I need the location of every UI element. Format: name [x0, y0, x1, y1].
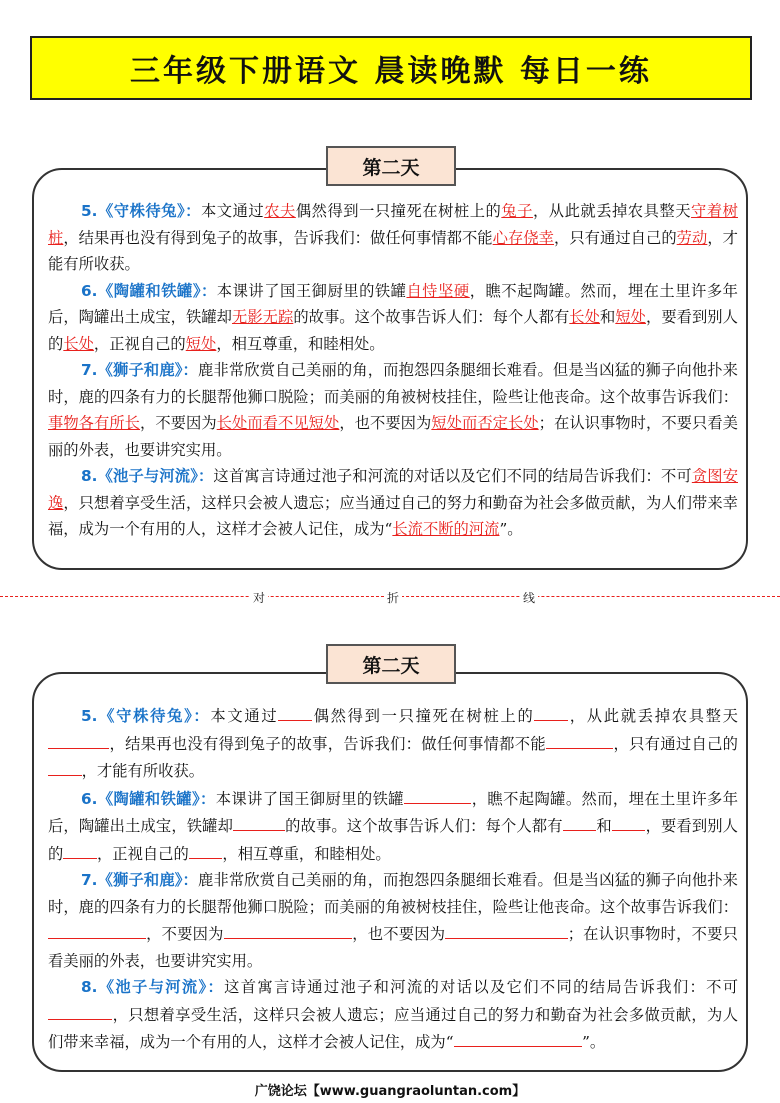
text-segment: ，正视自己的 [96, 844, 189, 863]
lesson-title: 《狮子和鹿》： [97, 871, 198, 889]
text-segment: ，要看到别人的 [48, 817, 738, 863]
item-number: 5. [81, 202, 98, 220]
answer-blank[interactable] [563, 812, 597, 831]
answer-text: 兔子 [501, 202, 533, 220]
answer-blank[interactable] [404, 785, 471, 804]
text-segment: ，瞧不起陶罐。然而，埋在土里许多年后，陶罐出土成宝，铁罐却 [48, 789, 738, 835]
answer-blank[interactable] [534, 702, 568, 721]
item-number: 7. [81, 871, 98, 889]
item-number: 5. [81, 707, 98, 725]
day-label-practice: 第二天 [326, 644, 456, 684]
text-segment: ；在认识事物时，不要只看美丽的外表，也要讲究实用。 [48, 925, 738, 970]
text-segment: 本课讲了国王御厨里的铁罐 [215, 789, 404, 808]
answer-blank[interactable] [233, 812, 285, 831]
text-segment: ，只有通过自己的 [613, 734, 738, 753]
item-number: 8. [81, 467, 98, 485]
answer-blank[interactable] [546, 730, 613, 749]
answer-text: 劳动 [676, 228, 708, 247]
answer-text: 长处而看不见短处 [216, 414, 340, 432]
text-segment: ，从此就丢掉农具整天 [568, 707, 738, 725]
item-number: 6. [81, 281, 98, 300]
lesson-title: 《守株待兔》： [97, 202, 201, 220]
lesson-title: 《守株待兔》： [97, 707, 211, 725]
answer-text: 长流不断的河流 [392, 520, 500, 538]
lesson-title: 《陶罐和铁罐》： [97, 789, 216, 808]
answer-text: 心存侥幸 [492, 228, 554, 247]
text-segment: ，才能有所收获。 [48, 228, 738, 273]
answer-blank[interactable] [454, 1028, 583, 1047]
text-segment: 鹿非常欣赏自己美丽的角，而抱怨四条腿细长难看。但是当凶猛的狮子向他扑来时，鹿的四条有力的长腿帮他狮口脱险；而美丽的角被树枝挂住，险些让他丧命。这个故事告诉我们： [48, 361, 738, 406]
answer-blank[interactable] [63, 840, 97, 859]
text-segment: ，也不要因为 [339, 414, 432, 432]
answer-blank[interactable] [189, 840, 223, 859]
item-paragraph [48, 867, 738, 974]
item-number: 6. [81, 789, 98, 808]
answer-blank[interactable] [224, 920, 353, 939]
fold-label-2: 折 [384, 589, 402, 606]
text-segment: ，不要因为 [145, 925, 224, 943]
text-segment: 偶然得到一只撞死在树桩上的 [295, 202, 502, 220]
answer-text: 长处 [569, 308, 600, 326]
lesson-title: 《陶罐和铁罐》： [97, 281, 217, 300]
text-segment: ，从此就丢掉农具整天 [532, 202, 692, 220]
answer-text: 长处 [63, 334, 94, 353]
answer-text: 守着树桩 [48, 202, 738, 247]
answer-text: 自恃坚硬 [406, 281, 470, 300]
text-segment: ，瞧不起陶罐。然而，埋在土里许多年后，陶罐出土成宝，铁罐却 [48, 281, 738, 326]
text-segment: ”。 [582, 1033, 606, 1051]
text-segment: ”。 [499, 520, 523, 538]
lesson-title: 《池子与河流》： [97, 978, 225, 996]
lesson-title: 《狮子和鹿》： [97, 361, 198, 379]
answer-text: 短处 [615, 308, 646, 326]
item-paragraph [48, 278, 738, 358]
text-segment: ，相互尊重，和睦相处。 [216, 334, 385, 353]
practice-card [32, 672, 748, 1072]
page-title-banner [30, 36, 752, 100]
item-paragraph [48, 785, 738, 868]
answer-text: 无影无踪 [231, 308, 294, 326]
text-segment: ，要看到别人的 [48, 308, 738, 353]
text-segment: 的故事。这个故事告诉人们：每个人都有 [285, 817, 563, 835]
answer-blank[interactable] [48, 730, 109, 749]
text-segment: ；在认识事物时，不要只看美丽的外表，也要讲究实用。 [48, 414, 738, 459]
footer-source: 广饶论坛【www.guangraoluntan.com】 [254, 1084, 526, 1099]
day-label-answers: 第二天 [326, 146, 456, 186]
text-segment: 这首寓言诗通过池子和河流的对话以及它们不同的结局告诉我们：不可 [224, 978, 738, 996]
answer-text: 短处而否定长处 [431, 414, 539, 432]
item-number: 7. [81, 361, 98, 379]
text-segment: ，相互尊重，和睦相处。 [222, 844, 391, 863]
answer-text: 农夫 [264, 202, 296, 220]
item-number: 8. [81, 978, 98, 996]
text-segment: 偶然得到一只撞死在树桩上的 [311, 707, 535, 725]
text-segment: ，结果再也没有得到兔子的故事，告诉我们：做任何事情都不能 [63, 228, 493, 247]
text-segment: 本课讲了国王御厨里的铁罐 [216, 281, 407, 300]
lesson-title: 《池子与河流》： [97, 467, 214, 485]
answer-text: 事物各有所长 [48, 414, 140, 432]
text-segment: 这首寓言诗通过池子和河流的对话以及它们不同的结局告诉我们：不可 [213, 467, 692, 485]
text-segment: ，只想着享受生活，这样只会被人遗忘；应当通过自己的努力和勤奋为社会多做贡献，为人们带来幸福，成为一个有用的人，这样才会被人记住，成为“ [48, 493, 738, 538]
item-paragraph [48, 357, 738, 463]
text-segment: 和 [596, 817, 612, 835]
text-segment: 和 [599, 308, 616, 326]
answer-blank[interactable] [48, 1001, 112, 1020]
answer-text: 短处 [185, 334, 217, 353]
fold-label-3: 线 [520, 589, 538, 606]
text-segment: 的故事。这个故事告诉人们：每个人都有 [293, 308, 570, 326]
answer-blank[interactable] [612, 812, 646, 831]
text-segment: ，结果再也没有得到兔子的故事，告诉我们：做任何事情都不能 [109, 734, 546, 753]
answer-card-body [48, 198, 738, 543]
text-segment: ，只想着享受生活，这样只会被人遗忘；应当通过自己的努力和勤奋为社会多做贡献，为人们带来幸福，成为一个有用的人，这样才会被人记住，成为“ [48, 1005, 738, 1051]
answer-blank[interactable] [48, 757, 82, 776]
text-segment: 鹿非常欣赏自己美丽的角，而抱怨四条腿细长难看。但是当凶猛的狮子向他扑来时，鹿的四条有力的长腿帮他狮口脱险；而美丽的角被树枝挂住，险些让他丧命。这个故事告诉我们： [48, 871, 738, 916]
text-segment: 本文通过 [200, 202, 265, 220]
text-segment: ，正视自己的 [93, 334, 186, 353]
item-paragraph [48, 198, 738, 278]
item-paragraph [48, 974, 738, 1056]
text-segment: ，不要因为 [140, 414, 217, 432]
text-segment: 本文通过 [210, 707, 279, 725]
page-title: 三年级下册语文 晨读晚默 每日一练 [130, 54, 652, 89]
practice-card-body [48, 702, 738, 1056]
text-segment: ，只有通过自己的 [554, 228, 677, 247]
answer-card [32, 168, 748, 570]
answer-text: 贪图安逸 [48, 467, 738, 512]
item-paragraph [48, 463, 738, 543]
answer-blank[interactable] [48, 920, 146, 939]
text-segment: ，才能有所收获。 [81, 762, 205, 780]
answer-blank[interactable] [278, 702, 312, 721]
item-paragraph [48, 702, 738, 785]
answer-blank[interactable] [445, 920, 567, 939]
text-segment: ，也不要因为 [352, 925, 446, 943]
fold-label-1: 对 [250, 589, 268, 606]
